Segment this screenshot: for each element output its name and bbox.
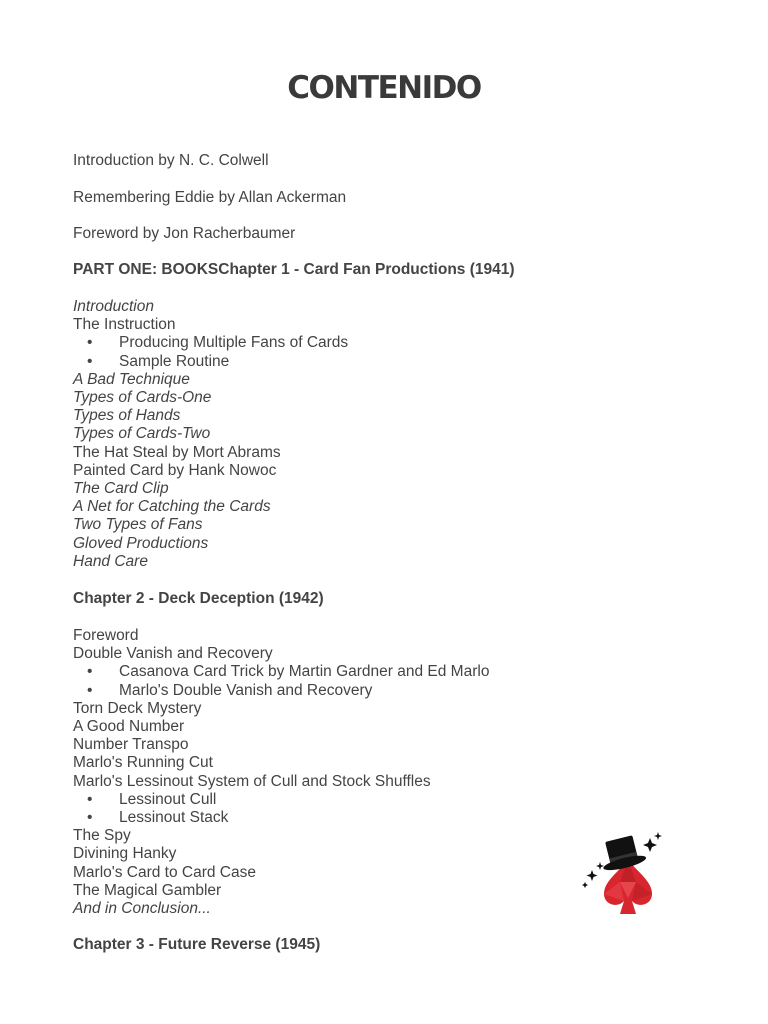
toc-entry: And in Conclusion... — [73, 900, 211, 917]
bullet-marker: • — [87, 334, 93, 352]
toc-entry-introduction: Introduction by N. C. Colwell — [73, 152, 269, 169]
bullet-marker: • — [87, 681, 93, 699]
toc-entry: Foreword — [73, 627, 139, 644]
toc-subentry: Lessinout Cull — [119, 790, 217, 808]
toc-entry-remembering-eddie: Remembering Eddie by Allan Ackerman — [73, 189, 347, 206]
toc-entry: Marlo's Running Cut — [73, 754, 213, 772]
toc-entry: Torn Deck Mystery — [73, 699, 202, 717]
toc-entry: A Bad Technique — [73, 370, 190, 388]
toc-subentry: Sample Routine — [119, 352, 230, 370]
toc-entry: Types of Hands — [73, 407, 181, 425]
toc-entry: Gloved Productions — [73, 534, 209, 552]
toc-entry: Marlo's Card to Card Case — [73, 863, 256, 881]
toc-entry: The Hat Steal by Mort Abrams — [73, 443, 281, 461]
toc-entry: The Instruction — [73, 316, 176, 334]
toc-entry: The Card Clip — [73, 480, 169, 497]
toc-subentry: Casanova Card Trick by Martin Gardner and Ed Marlo — [119, 663, 490, 681]
bullet-marker: • — [87, 352, 93, 370]
page-title: CONTENIDO — [287, 70, 481, 106]
toc-entry: Number Transpo — [73, 736, 189, 754]
toc-entry: Painted Card by Hank Nowoc — [73, 461, 277, 479]
toc-entry: Marlo's Lessinout System of Cull and Stock Shuffles — [73, 772, 431, 790]
toc-entry: Types of Cards-Two — [73, 425, 211, 443]
toc-entry: The Magical Gambler — [73, 881, 222, 899]
bullet-marker: • — [87, 809, 93, 826]
toc-subentry: Marlo's Double Vanish and Recovery — [119, 681, 373, 699]
toc-subentry: Lessinout Stack — [119, 809, 229, 826]
toc-entry: Types of Cards-One — [73, 389, 212, 406]
bullet-marker: • — [87, 663, 93, 681]
toc-entry-foreword: Foreword by Jon Racherbaumer — [73, 225, 296, 242]
toc-entry: A Net for Catching the Cards — [73, 498, 271, 516]
bullet-marker: • — [87, 790, 93, 808]
chapter3-heading: Chapter 3 - Future Reverse (1945) — [73, 936, 321, 953]
toc-entry: Hand Care — [73, 552, 148, 570]
toc-entry: The Spy — [73, 827, 131, 845]
toc-entry: Introduction — [73, 298, 154, 315]
toc-entry: Divining Hanky — [73, 845, 177, 863]
top-hat-spade-icon — [580, 830, 672, 922]
toc-subentry: Producing Multiple Fans of Cards — [119, 334, 349, 352]
toc-entry: Two Types of Fans — [73, 516, 203, 534]
toc-entry: Double Vanish and Recovery — [73, 645, 273, 663]
part-one-heading: PART ONE: BOOKSChapter 1 - Card Fan Productions (1941) — [73, 261, 515, 278]
toc-entry: A Good Number — [73, 718, 185, 735]
chapter2-heading: Chapter 2 - Deck Deception (1942) — [73, 590, 324, 607]
